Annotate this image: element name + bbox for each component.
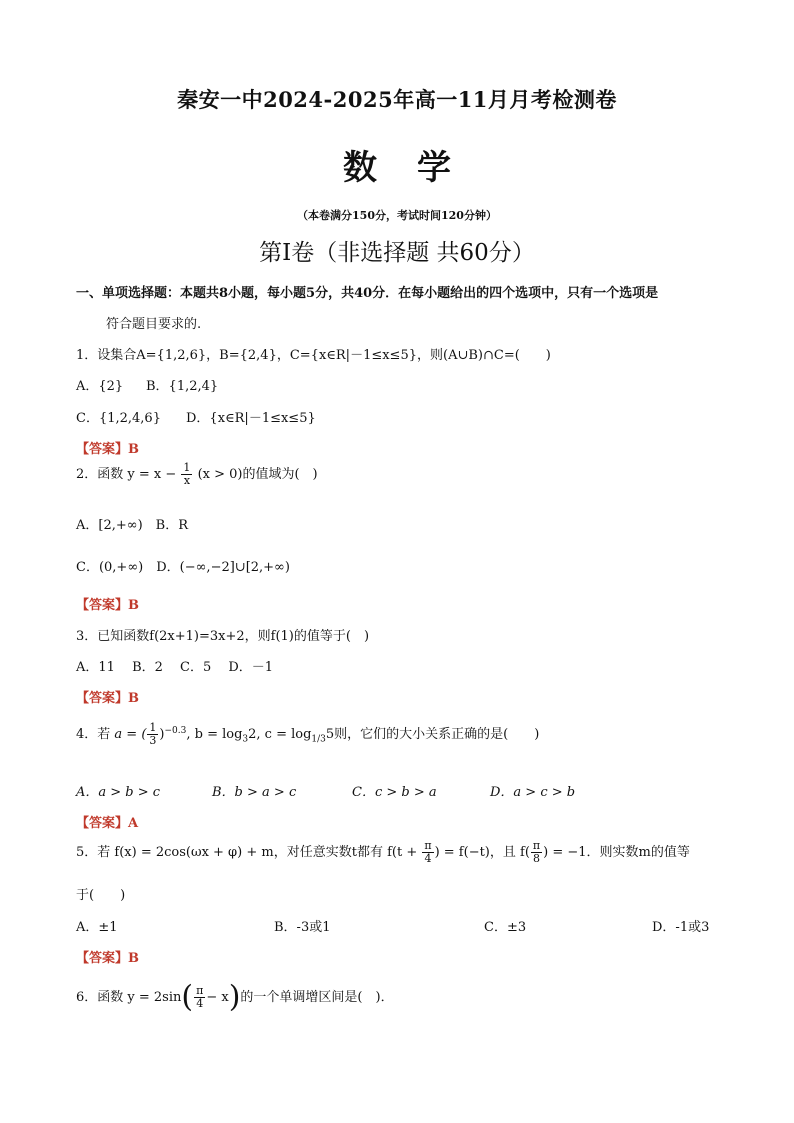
q2-options-cd: C．(0,+∞) D．(−∞,−2]∪[2,+∞) (76, 560, 290, 575)
q4-stem (76, 722, 539, 747)
q4-option-d: D．a > c > b (490, 785, 576, 800)
q6-frac-den: 4 (196, 997, 204, 1011)
q4-a-exp: −0.3 (164, 725, 187, 736)
q1-stem: 1．设集合A={1,2,6}，B={2,4}，C={x∈R|－1≤x≤5}，则(A∪B)∩C=( ) (76, 348, 551, 363)
q1-option-b: B．{1,2,4} (146, 379, 219, 394)
q2-fraction (181, 462, 192, 487)
q5-frac2-den: 8 (533, 852, 541, 866)
q4-a-left: a = ( (114, 727, 147, 743)
q6-paren-left: ( (181, 979, 194, 1015)
q3-answer: 【答案】B (76, 691, 139, 706)
exam-title: 秦安一中2024-2025年高一11月月考检测卷 (177, 87, 617, 112)
q2-frac-num: 1 (183, 461, 191, 474)
q2-expr-right: (x > 0)的值域为( ) (197, 467, 318, 483)
q6-stem-a: 6．函数 y = 2sin (76, 990, 182, 1006)
q5-answer: 【答案】B (76, 951, 139, 966)
q6-stem (76, 979, 394, 1015)
instructions-line2: 符合题目要求的. (106, 317, 202, 332)
q4-answer: 【答案】A (76, 816, 139, 831)
q6-paren-right: ) (228, 979, 241, 1015)
q4-c-base: 1/3 (311, 734, 326, 745)
q4-a-fraction (147, 722, 158, 747)
q6-stem-c: 的一个单调增区间是( )． (240, 990, 394, 1006)
q2-frac-den: x (183, 474, 191, 488)
exam-note: （本卷满分150分，考试时间120分钟） (297, 209, 497, 222)
q2-options-ab: A．[2,+∞) B．R (76, 518, 188, 533)
q4-option-c: C．c > b > a (352, 785, 437, 800)
q4-a-num: 1 (149, 721, 157, 734)
q4-option-b: B．b > a > c (212, 785, 297, 800)
q4-b-part: , b = log (186, 727, 243, 743)
q5-stem-continued: 于( ) (76, 888, 126, 903)
q4-c-arg: 5则，它们的大小关系正确的是( ) (325, 727, 540, 743)
q5-frac1-num: π (424, 839, 432, 852)
q6-frac-num: π (196, 984, 204, 997)
q5-frac1-den: 4 (424, 852, 432, 866)
q5-option-a: A．±1 (76, 920, 118, 935)
q5-stem-b: ) = f(−t)，且 f( (434, 845, 530, 861)
q5-frac2-num: π (532, 839, 541, 852)
q5-fraction-1 (422, 840, 433, 865)
q1-option-d: D．{x∈R|－1≤x≤5} (186, 411, 316, 426)
q5-fraction-2 (531, 840, 542, 865)
q2-prefix: 2．函数 (76, 467, 124, 483)
q2-expr-left: y = x − (127, 467, 177, 483)
q5-stem-c: ) = −1．则实数m的值等 (543, 845, 690, 861)
q2-stem (76, 462, 318, 487)
q5-stem (76, 840, 690, 865)
q6-stem-b: − x (206, 990, 229, 1006)
q1-option-a: A．{2} (76, 379, 124, 394)
q1-answer: 【答案】B (76, 442, 139, 457)
q3-options: A．11 B．2 C．5 D．－1 (76, 660, 274, 675)
instructions-line1: 一、单项选择题：本题共8小题，每小题5分，共40分．在每小题给出的四个选项中，只有一个选项是 (76, 286, 659, 301)
q4-b-base: 3 (242, 734, 249, 745)
q5-stem-a: 5．若 f(x) = 2cos(ωx + φ) + m，对任意实数t都有 f(t + (76, 845, 422, 861)
section-title: 第I卷（非选择题 共60分） (259, 240, 535, 266)
q2-answer: 【答案】B (76, 598, 139, 613)
q4-option-a: A．a > b > c (76, 785, 161, 800)
q3-stem: 3．已知函数f(2x+1)=3x+2，则f(1)的值等于( ) (76, 629, 370, 644)
q4-b-arg: 2, c = log (248, 727, 312, 743)
q6-fraction (194, 985, 205, 1010)
q5-option-d: D．-1或3 (652, 920, 710, 935)
q4-prefix: 4．若 (76, 727, 111, 743)
q5-option-b: B．-3或1 (274, 920, 331, 935)
q4-a-right: ) (159, 727, 165, 743)
subject-title: 数学 (343, 148, 491, 188)
q1-option-c: C．{1,2,4,6} (76, 411, 161, 426)
q5-option-c: C．±3 (484, 920, 527, 935)
q4-a-den: 3 (149, 734, 157, 748)
